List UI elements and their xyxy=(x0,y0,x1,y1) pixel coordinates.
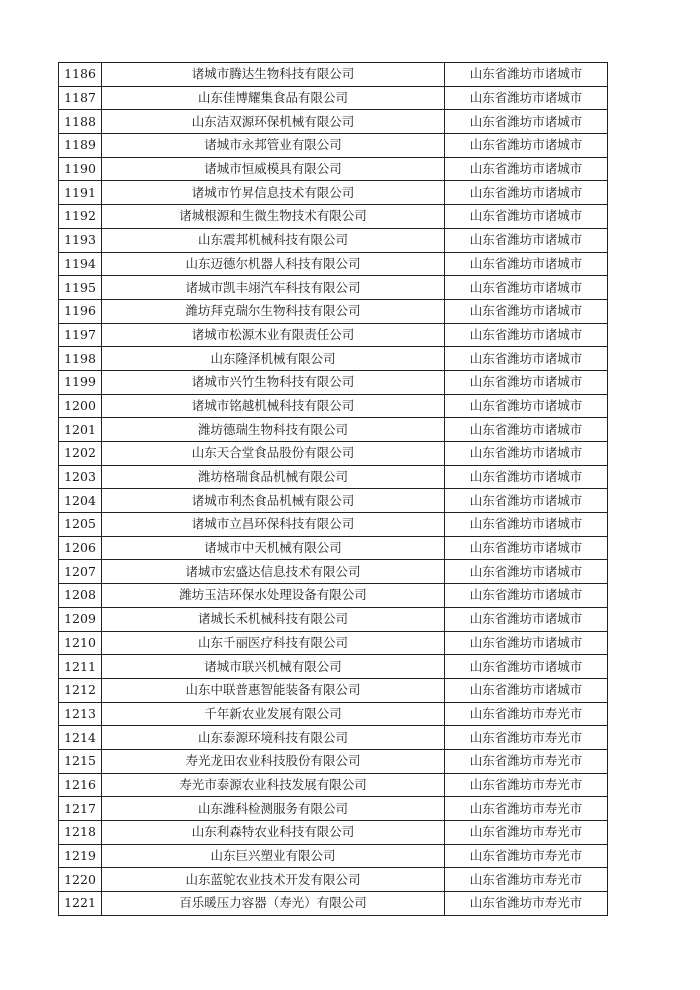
table-row xyxy=(59,844,608,868)
company-name-cell: 山东洁双源环保机械有限公司 xyxy=(102,110,445,134)
company-name-cell: 诸城市利杰食品机械有限公司 xyxy=(102,489,445,513)
row-number-cell: 1201 xyxy=(59,418,102,442)
row-number-cell: 1187 xyxy=(59,86,102,110)
table-row xyxy=(59,797,608,821)
company-name-cell: 诸城市松源木业有限责任公司 xyxy=(102,323,445,347)
region-cell: 山东省潍坊市诸城市 xyxy=(445,252,608,276)
company-name-cell: 山东天合堂食品股份有限公司 xyxy=(102,442,445,466)
region-cell: 山东省潍坊市诸城市 xyxy=(445,110,608,134)
table-row xyxy=(59,513,608,537)
company-name-cell: 寿光市泰源农业科技发展有限公司 xyxy=(102,773,445,797)
table-row xyxy=(59,489,608,513)
table-row xyxy=(59,86,608,110)
company-name-cell: 诸城市兴竹生物科技有限公司 xyxy=(102,370,445,394)
row-number-cell: 1207 xyxy=(59,560,102,584)
region-cell: 山东省潍坊市诸城市 xyxy=(445,370,608,394)
company-name-cell: 山东巨兴塑业有限公司 xyxy=(102,844,445,868)
region-cell: 山东省潍坊市寿光市 xyxy=(445,773,608,797)
region-cell: 山东省潍坊市寿光市 xyxy=(445,868,608,892)
company-name-cell: 潍坊玉洁环保水处理设备有限公司 xyxy=(102,584,445,608)
region-cell: 山东省潍坊市寿光市 xyxy=(445,892,608,916)
company-name-cell: 诸城市永邦管业有限公司 xyxy=(102,134,445,158)
company-name-cell: 诸城市宏盛达信息技术有限公司 xyxy=(102,560,445,584)
company-name-cell: 诸城市凯丰翊汽车科技有限公司 xyxy=(102,276,445,300)
row-number-cell: 1194 xyxy=(59,252,102,276)
company-name-cell: 山东千丽医疗科技有限公司 xyxy=(102,631,445,655)
table-row xyxy=(59,181,608,205)
company-list-table xyxy=(58,62,608,916)
table-row xyxy=(59,655,608,679)
row-number-cell: 1190 xyxy=(59,157,102,181)
company-list-body xyxy=(59,63,608,916)
region-cell: 山东省潍坊市诸城市 xyxy=(445,418,608,442)
row-number-cell: 1189 xyxy=(59,134,102,158)
row-number-cell: 1220 xyxy=(59,868,102,892)
table-row xyxy=(59,749,608,773)
region-cell: 山东省潍坊市诸城市 xyxy=(445,205,608,229)
company-name-cell: 山东利森特农业科技有限公司 xyxy=(102,821,445,845)
row-number-cell: 1193 xyxy=(59,228,102,252)
table-row xyxy=(59,418,608,442)
table-row xyxy=(59,370,608,394)
region-cell: 山东省潍坊市诸城市 xyxy=(445,228,608,252)
row-number-cell: 1204 xyxy=(59,489,102,513)
company-name-cell: 山东佳博耀集食品有限公司 xyxy=(102,86,445,110)
region-cell: 山东省潍坊市寿光市 xyxy=(445,749,608,773)
region-cell: 山东省潍坊市诸城市 xyxy=(445,181,608,205)
company-name-cell: 千年新农业发展有限公司 xyxy=(102,702,445,726)
table-row xyxy=(59,347,608,371)
row-number-cell: 1211 xyxy=(59,655,102,679)
table-row xyxy=(59,205,608,229)
row-number-cell: 1218 xyxy=(59,821,102,845)
row-number-cell: 1221 xyxy=(59,892,102,916)
company-name-cell: 诸城市立昌环保科技有限公司 xyxy=(102,513,445,537)
region-cell: 山东省潍坊市诸城市 xyxy=(445,442,608,466)
table-row xyxy=(59,560,608,584)
company-name-cell: 诸城市联兴机械有限公司 xyxy=(102,655,445,679)
company-name-cell: 寿光龙田农业科技股份有限公司 xyxy=(102,749,445,773)
region-cell: 山东省潍坊市诸城市 xyxy=(445,299,608,323)
company-name-cell: 诸城市中天机械有限公司 xyxy=(102,536,445,560)
table-row xyxy=(59,276,608,300)
table-row xyxy=(59,584,608,608)
region-cell: 山东省潍坊市寿光市 xyxy=(445,821,608,845)
company-name-cell: 潍坊拜克瑞尔生物科技有限公司 xyxy=(102,299,445,323)
company-name-cell: 诸城市竹昇信息技术有限公司 xyxy=(102,181,445,205)
table-row xyxy=(59,394,608,418)
row-number-cell: 1215 xyxy=(59,749,102,773)
table-row xyxy=(59,228,608,252)
row-number-cell: 1219 xyxy=(59,844,102,868)
company-name-cell: 诸城根源和生微生物技术有限公司 xyxy=(102,205,445,229)
table-row xyxy=(59,821,608,845)
table-row xyxy=(59,607,608,631)
table-row xyxy=(59,299,608,323)
row-number-cell: 1206 xyxy=(59,536,102,560)
region-cell: 山东省潍坊市寿光市 xyxy=(445,797,608,821)
company-name-cell: 山东隆泽机械有限公司 xyxy=(102,347,445,371)
table-row xyxy=(59,536,608,560)
region-cell: 山东省潍坊市寿光市 xyxy=(445,726,608,750)
row-number-cell: 1198 xyxy=(59,347,102,371)
table-row xyxy=(59,442,608,466)
table-row xyxy=(59,773,608,797)
row-number-cell: 1214 xyxy=(59,726,102,750)
table-row xyxy=(59,702,608,726)
region-cell: 山东省潍坊市诸城市 xyxy=(445,655,608,679)
region-cell: 山东省潍坊市诸城市 xyxy=(445,276,608,300)
row-number-cell: 1208 xyxy=(59,584,102,608)
row-number-cell: 1195 xyxy=(59,276,102,300)
company-name-cell: 百乐暖压力容器（寿光）有限公司 xyxy=(102,892,445,916)
region-cell: 山东省潍坊市诸城市 xyxy=(445,536,608,560)
row-number-cell: 1203 xyxy=(59,465,102,489)
region-cell: 山东省潍坊市诸城市 xyxy=(445,134,608,158)
row-number-cell: 1216 xyxy=(59,773,102,797)
company-name-cell: 山东潍科检测服务有限公司 xyxy=(102,797,445,821)
row-number-cell: 1213 xyxy=(59,702,102,726)
row-number-cell: 1217 xyxy=(59,797,102,821)
row-number-cell: 1212 xyxy=(59,678,102,702)
table-row xyxy=(59,868,608,892)
region-cell: 山东省潍坊市诸城市 xyxy=(445,323,608,347)
table-row xyxy=(59,631,608,655)
company-name-cell: 山东泰源环境科技有限公司 xyxy=(102,726,445,750)
region-cell: 山东省潍坊市诸城市 xyxy=(445,63,608,87)
company-name-cell: 潍坊德瑞生物科技有限公司 xyxy=(102,418,445,442)
table-row xyxy=(59,134,608,158)
region-cell: 山东省潍坊市诸城市 xyxy=(445,631,608,655)
region-cell: 山东省潍坊市诸城市 xyxy=(445,678,608,702)
company-name-cell: 诸城市腾达生物科技有限公司 xyxy=(102,63,445,87)
row-number-cell: 1197 xyxy=(59,323,102,347)
region-cell: 山东省潍坊市诸城市 xyxy=(445,465,608,489)
region-cell: 山东省潍坊市寿光市 xyxy=(445,844,608,868)
row-number-cell: 1209 xyxy=(59,607,102,631)
table-row xyxy=(59,465,608,489)
region-cell: 山东省潍坊市诸城市 xyxy=(445,607,608,631)
company-name-cell: 山东中联普惠智能装备有限公司 xyxy=(102,678,445,702)
row-number-cell: 1200 xyxy=(59,394,102,418)
company-name-cell: 诸城市恒威模具有限公司 xyxy=(102,157,445,181)
company-name-cell: 山东蓝鸵农业技术开发有限公司 xyxy=(102,868,445,892)
region-cell: 山东省潍坊市诸城市 xyxy=(445,513,608,537)
company-name-cell: 山东迈德尔机器人科技有限公司 xyxy=(102,252,445,276)
company-name-cell: 诸城市铭越机械科技有限公司 xyxy=(102,394,445,418)
row-number-cell: 1192 xyxy=(59,205,102,229)
row-number-cell: 1202 xyxy=(59,442,102,466)
table-row xyxy=(59,63,608,87)
table-row xyxy=(59,892,608,916)
row-number-cell: 1186 xyxy=(59,63,102,87)
company-name-cell: 诸城长禾机械科技有限公司 xyxy=(102,607,445,631)
table-row xyxy=(59,157,608,181)
table-row xyxy=(59,252,608,276)
region-cell: 山东省潍坊市诸城市 xyxy=(445,347,608,371)
table-row xyxy=(59,726,608,750)
table-row xyxy=(59,110,608,134)
row-number-cell: 1210 xyxy=(59,631,102,655)
row-number-cell: 1191 xyxy=(59,181,102,205)
row-number-cell: 1196 xyxy=(59,299,102,323)
company-name-cell: 潍坊格瑞食品机械有限公司 xyxy=(102,465,445,489)
row-number-cell: 1199 xyxy=(59,370,102,394)
region-cell: 山东省潍坊市诸城市 xyxy=(445,489,608,513)
row-number-cell: 1205 xyxy=(59,513,102,537)
row-number-cell: 1188 xyxy=(59,110,102,134)
region-cell: 山东省潍坊市诸城市 xyxy=(445,86,608,110)
region-cell: 山东省潍坊市诸城市 xyxy=(445,394,608,418)
region-cell: 山东省潍坊市诸城市 xyxy=(445,157,608,181)
table-row xyxy=(59,323,608,347)
table-row xyxy=(59,678,608,702)
company-name-cell: 山东震邦机械科技有限公司 xyxy=(102,228,445,252)
region-cell: 山东省潍坊市诸城市 xyxy=(445,560,608,584)
region-cell: 山东省潍坊市诸城市 xyxy=(445,584,608,608)
region-cell: 山东省潍坊市寿光市 xyxy=(445,702,608,726)
